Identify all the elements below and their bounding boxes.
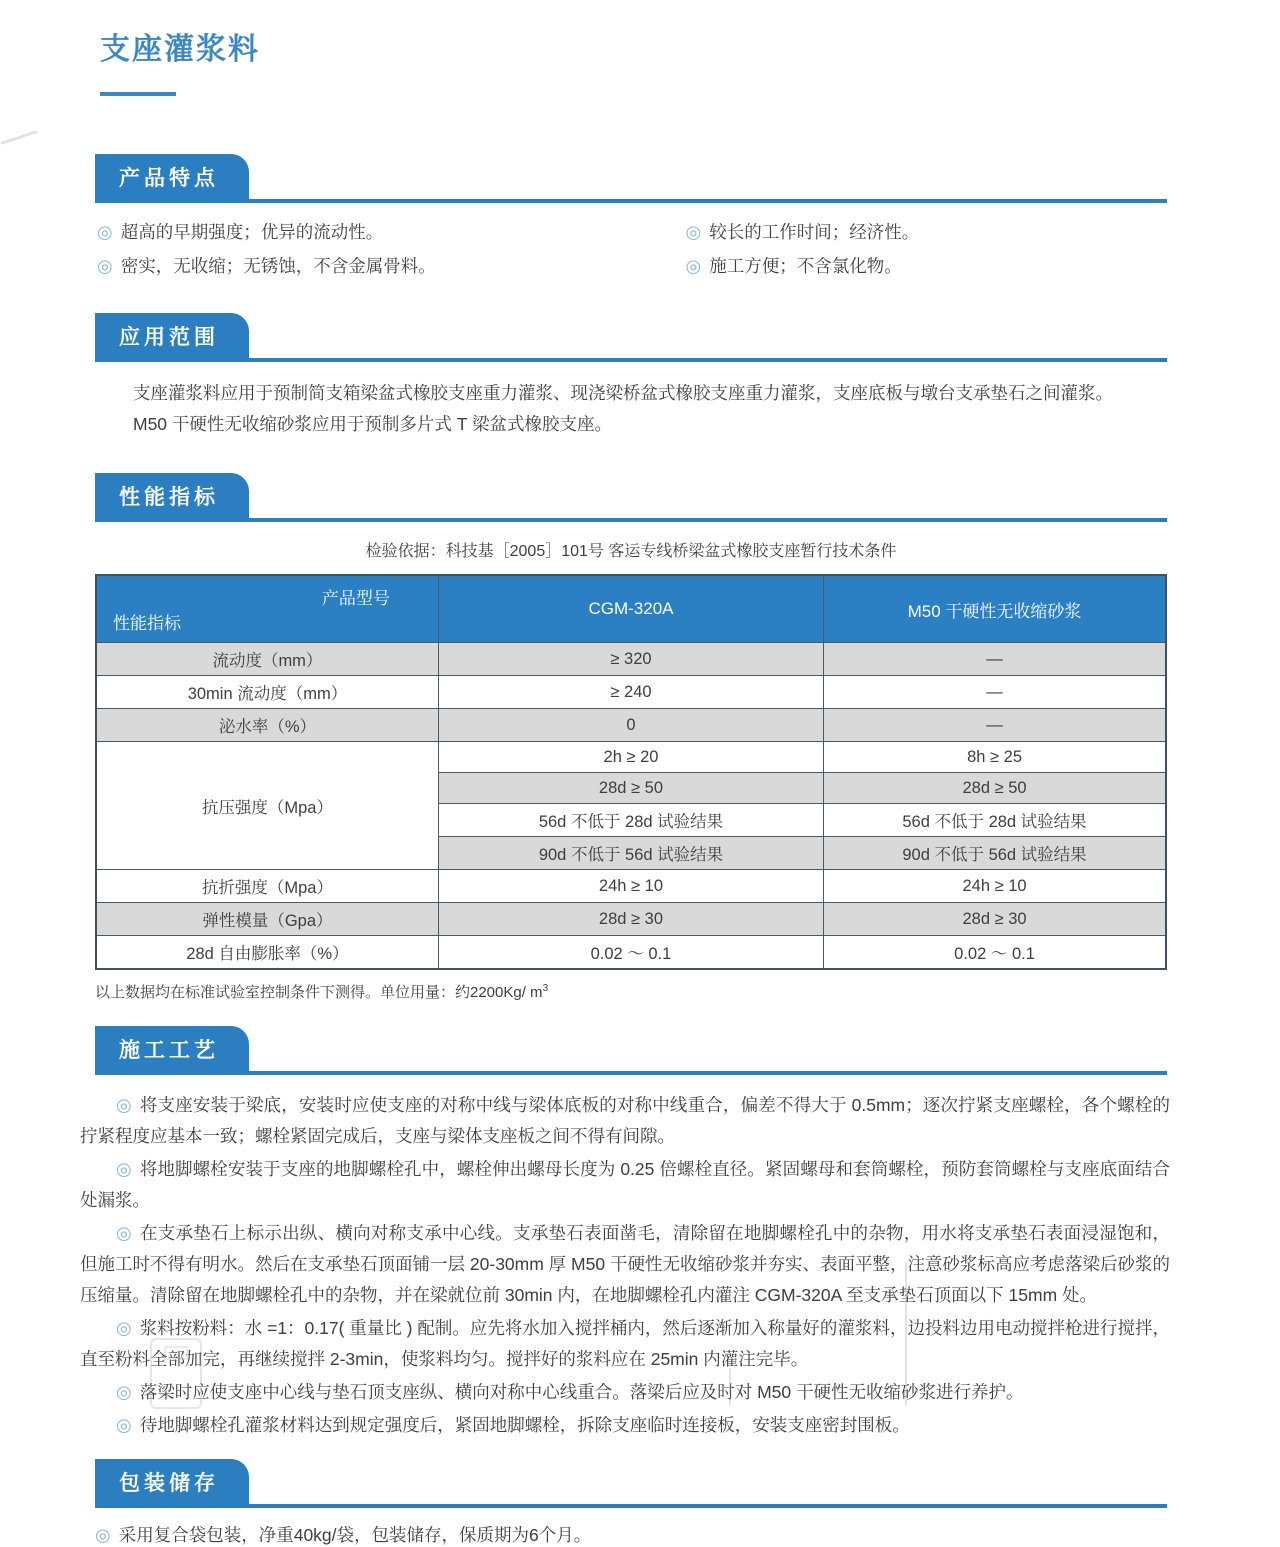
section-header-application	[95, 313, 1167, 362]
section-badge-construction: 施工工艺	[95, 1026, 249, 1071]
cell-value: 0	[438, 709, 823, 742]
cell-value: 24h ≥ 10	[438, 870, 823, 903]
title-underline	[100, 92, 176, 96]
section-header-construction	[95, 1026, 1167, 1075]
paragraph	[80, 1410, 1170, 1441]
packaging-item	[95, 1522, 1167, 1547]
section-header-packaging	[95, 1459, 1167, 1508]
test-basis: 检验依据：科技基［2005］101号 客运专线桥梁盆式橡胶支座暂行技术条件	[365, 543, 897, 560]
cell-value: ≥ 320	[438, 643, 823, 676]
bullseye-icon: ◎	[97, 222, 113, 242]
paragraph-text: 浆料按粉料：水 =1：0.17( 重量比 ) 配制。应先将水加入搅拌桶内，然后逐渐加入称量好的灌浆料，边投料边用电动搅拌枪进行搅拌，直至粉料全部加完，再继续搅拌 2-3min，使浆料均匀。搅拌好的浆料应在 25min 内灌注完毕。	[80, 1318, 1170, 1369]
section-badge-application: 应用范围	[95, 313, 249, 358]
row-label: 流动度（mm）	[96, 643, 438, 676]
bullseye-icon: ◎	[116, 1159, 132, 1179]
table-footnote	[95, 981, 1167, 1002]
cell-value: 28d ≥ 50	[824, 773, 1166, 804]
table-row	[96, 709, 1166, 742]
bullseye-icon: ◎	[685, 222, 702, 242]
table-row	[96, 936, 1166, 970]
cell-value: 56d 不低于 28d 试验结果	[438, 804, 823, 837]
cell-value: 28d ≥ 30	[824, 903, 1166, 936]
table-row	[96, 870, 1166, 903]
cell-value: ≥ 240	[438, 676, 823, 709]
diagonal-corner-cell	[96, 575, 438, 643]
paragraph	[80, 1377, 1170, 1408]
paragraph-text: 将地脚螺栓安装于支座的地脚螺栓孔中，螺栓伸出螺母长度为 0.25 倍螺栓直径。紧固螺母和套筒螺栓，预防套筒螺栓与支座底面结合处漏浆。	[80, 1159, 1170, 1210]
application-paragraphs	[95, 378, 1167, 440]
cell-value: 8h ≥ 25	[824, 742, 1166, 773]
cell-value: —	[824, 643, 1166, 676]
bullseye-icon: ◎	[116, 1223, 132, 1243]
paragraph-text: 待地脚螺栓孔灌浆材料达到规定强度后，紧固地脚螺栓，拆除支座临时连接板，安装支座密封围板。	[139, 1415, 910, 1435]
footnote-superscript: 3	[542, 983, 549, 994]
table-row	[96, 903, 1166, 936]
cell-value: —	[824, 676, 1166, 709]
feature-text: 较长的工作时间；经济性。	[709, 222, 920, 242]
corner-label-product-model: 产品型号	[321, 589, 390, 608]
section-badge-features: 产品特点	[95, 154, 249, 199]
column-header-cgm320a: CGM-320A	[438, 575, 823, 643]
bullseye-icon: ◎	[116, 1382, 132, 1402]
cell-value: 56d 不低于 28d 试验结果	[824, 804, 1166, 837]
page-title: 支座灌浆料	[100, 33, 260, 66]
footnote-text: 以上数据均在标准试验室控制条件下测得。单位用量：约2200Kg/ m	[95, 984, 543, 1001]
performance-table	[95, 574, 1167, 970]
cell-value: 28d ≥ 50	[438, 773, 823, 804]
paragraph-text: 在支承垫石上标示出纵、横向对称支承中心线。支承垫石表面凿毛，清除留在地脚螺栓孔中的杂物，用水将支承垫石表面浸湿饱和，但施工时不得有明水。然后在支承垫石顶面铺一层 20-30mm 厚 M50 干硬性无收缩砂浆并夯实、表面平整，注意砂浆标高应考虑落梁后砂浆的压缩量。清除留在地脚螺栓孔中的杂物，并在梁就位前 30min 内，在地脚螺栓孔内灌注 CGM-320A 至支承垫石顶面以下 15mm 处。	[80, 1223, 1170, 1305]
paragraph	[80, 1154, 1170, 1216]
cell-value: —	[824, 709, 1166, 742]
cell-value: 2h ≥ 20	[438, 742, 823, 773]
paragraph	[80, 1313, 1170, 1375]
paragraph-text: 落梁时应使支座中心线与垫石顶支座纵、横向对称中心线重合。落梁后应及时对 M50 干硬性无收缩砂浆进行养护。	[139, 1382, 1024, 1402]
row-label: 抗折强度（Mpa）	[96, 870, 438, 903]
construction-paragraphs	[80, 1090, 1170, 1441]
section-badge-packaging: 包装储存	[95, 1459, 249, 1504]
bullseye-icon: ◎	[95, 1525, 111, 1545]
section-badge-performance: 性能指标	[95, 473, 249, 518]
column-header-m50: M50 干硬性无收缩砂浆	[824, 575, 1166, 643]
paragraph: M50 干硬性无收缩砂浆应用于预制多片式 T 梁盆式橡胶支座。	[133, 414, 613, 434]
row-label: 28d 自由膨胀率（%）	[96, 936, 438, 970]
section-header-performance	[95, 473, 1167, 522]
table-row	[96, 643, 1166, 676]
list-item	[97, 253, 686, 278]
feature-text: 超高的早期强度；优异的流动性。	[120, 222, 384, 242]
row-label-compressive-strength: 抗压强度（Mpa）	[96, 742, 438, 870]
table-row	[96, 676, 1166, 709]
bullseye-icon: ◎	[116, 1415, 132, 1435]
cell-value: 90d 不低于 56d 试验结果	[824, 837, 1166, 870]
bullseye-icon: ◎	[97, 256, 113, 276]
bullseye-icon: ◎	[685, 256, 702, 276]
cell-value: 0.02 ～ 0.1	[824, 936, 1166, 970]
packaging-text: 采用复合袋包装，净重40kg/袋，包装储存，保质期为6个月。	[118, 1525, 592, 1545]
features-list	[97, 219, 1167, 278]
bullseye-icon: ◎	[116, 1095, 132, 1115]
list-item	[686, 253, 1168, 278]
cell-value: 28d ≥ 30	[438, 903, 823, 936]
table-row	[96, 742, 1166, 773]
paragraph	[80, 1218, 1170, 1311]
list-item	[686, 219, 1168, 244]
section-header-features	[95, 154, 1167, 203]
feature-text: 施工方便；不含氯化物。	[709, 256, 902, 276]
paragraph	[80, 1090, 1170, 1152]
paragraph: 支座灌浆料应用于预制简支箱梁盆式橡胶支座重力灌浆、现浇梁桥盆式橡胶支座重力灌浆，支座底板与墩台支承垫石之间灌浆。	[133, 383, 1113, 403]
paragraph-text: 将支座安装于梁底，安装时应使支座的对称中线与梁体底板的对称中线重合，偏差不得大于 0.5mm；逐次拧紧支座螺栓，各个螺栓的拧紧程度应基本一致；螺栓紧固完成后，支座与梁体支座板之间不得有间隙。	[80, 1095, 1170, 1146]
feature-text: 密实，无收缩；无锈蚀，不含金属骨料。	[120, 256, 436, 276]
list-item	[97, 219, 686, 244]
table-header-row	[96, 575, 1166, 643]
corner-label-performance-index: 性能指标	[113, 614, 181, 633]
cell-value: 90d 不低于 56d 试验结果	[438, 837, 823, 870]
bullseye-icon: ◎	[116, 1318, 132, 1338]
cell-value: 0.02 ～ 0.1	[438, 936, 823, 970]
row-label: 弹性模量（Gpa）	[96, 903, 438, 936]
cell-value: 24h ≥ 10	[824, 870, 1166, 903]
row-label: 30min 流动度（mm）	[96, 676, 438, 709]
row-label: 泌水率（%）	[96, 709, 438, 742]
